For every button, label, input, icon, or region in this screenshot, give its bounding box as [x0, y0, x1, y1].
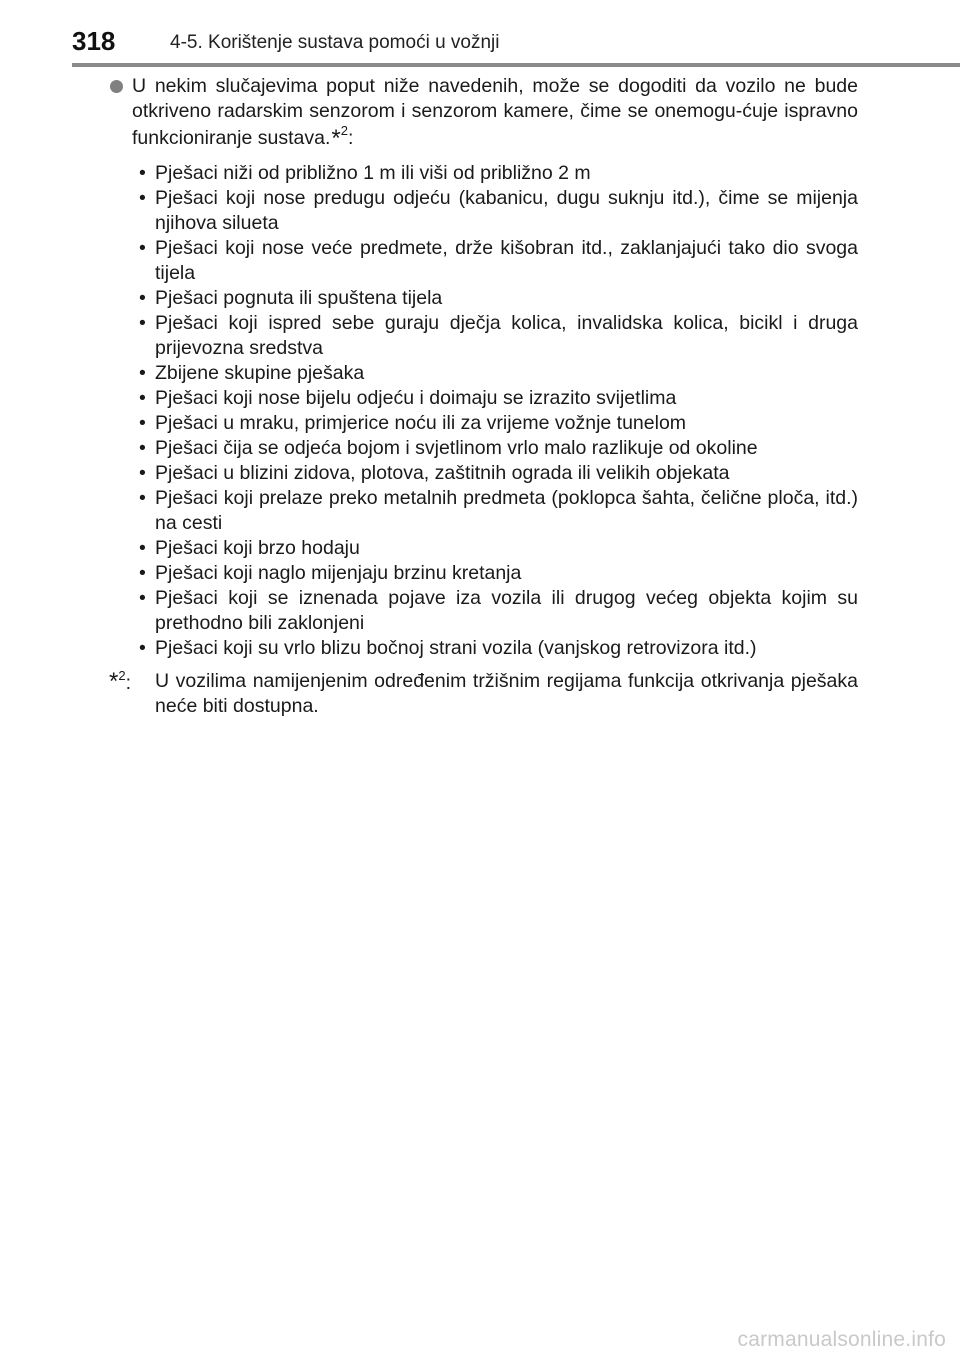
list-item — [108, 636, 858, 661]
bullet-dot-icon: • — [139, 637, 146, 659]
main-content — [108, 74, 858, 719]
list-item — [108, 161, 858, 186]
list-item — [108, 486, 858, 536]
list-item-text: Pješaci pognuta ili spuštena tijela — [155, 287, 443, 309]
page-number: 318 — [72, 26, 116, 56]
bullet-dot-icon: • — [139, 162, 146, 184]
list-item — [108, 561, 858, 586]
list-item — [108, 311, 858, 361]
bullet-dot-icon: • — [139, 562, 146, 584]
footnote-text: U vozilima namijenjenim određenim tržišnim regijama funkcija otkrivanja pješaka neće biti dostupna. — [155, 670, 858, 717]
list-item — [108, 386, 858, 411]
list-item — [108, 536, 858, 561]
footnote-separator: : — [125, 672, 131, 694]
list-item — [108, 361, 858, 386]
list-item-text: Pješaci niži od približno 1 m ili viši od približno 2 m — [155, 162, 591, 184]
intro-paragraph — [108, 74, 858, 151]
bullet-dot-icon: • — [139, 287, 146, 309]
footnote-marker-ref: 2 — [118, 668, 126, 683]
list-item-text: Pješaci čija se odjeća bojom i svjetlinom vrlo malo razlikuje od okoline — [155, 437, 758, 459]
bullet-dot-icon: • — [139, 487, 146, 509]
list-item-text: Pješaci koji prelaze preko metalnih predmeta (poklopca šahta, čelične ploča, itd.) na cesti — [155, 487, 858, 534]
footnote-marker-star: * — [109, 668, 119, 695]
bullet-dot-icon: • — [139, 587, 146, 609]
list-item-text: Pješaci koji brzo hodaju — [155, 537, 360, 559]
intro-suffix: : — [347, 127, 354, 149]
bullet-dot-icon: • — [139, 412, 146, 434]
condition-list — [108, 161, 858, 661]
list-item — [108, 436, 858, 461]
list-item-text: Pješaci koji naglo mijenjaju brzinu kretanja — [155, 562, 522, 584]
bullet-dot-icon: • — [139, 387, 146, 409]
list-item — [108, 461, 858, 486]
bullet-dot-icon: • — [139, 237, 146, 259]
watermark: carmanualsonline.info — [737, 1328, 946, 1351]
round-bullet-icon — [110, 80, 123, 93]
list-item-text: Pješaci koji nose veće predmete, drže kišobran itd., zaklanjajući tako dio svoga tijela — [155, 237, 858, 284]
list-item-text: Pješaci koji nose predugu odjeću (kabanicu, dugu suknju itd.), čime se mijenja njihova silueta — [155, 187, 858, 234]
footnote-ref: 2 — [340, 123, 348, 138]
list-item-text: Pješaci koji ispred sebe guraju dječja kolica, invalidska kolica, bicikl i druga prijevozna sredstva — [155, 312, 858, 359]
footnote-marker — [108, 669, 131, 696]
list-item — [108, 236, 858, 286]
list-item — [108, 286, 858, 311]
bullet-dot-icon: • — [139, 312, 146, 334]
bullet-dot-icon: • — [139, 437, 146, 459]
list-item-text: Pješaci koji se iznenada pojave iza vozila ili drugog većeg objekta kojim su prethodno bili zaklonjeni — [155, 587, 858, 634]
list-item — [108, 411, 858, 436]
page-header — [0, 0, 960, 68]
footnote-star: * — [331, 125, 341, 152]
bullet-dot-icon: • — [139, 462, 146, 484]
list-item-text: Zbijene skupine pješaka — [155, 362, 365, 384]
header-rule — [72, 63, 960, 67]
list-item — [108, 186, 858, 236]
bullet-dot-icon: • — [139, 362, 146, 384]
bullet-dot-icon: • — [139, 537, 146, 559]
list-item-text: Pješaci koji nose bijelu odjeću i doimaju se izrazito svijetlima — [155, 387, 677, 409]
list-item — [108, 586, 858, 636]
list-item-text: Pješaci u blizini zidova, plotova, zaštitnih ograda ili velikih objekata — [155, 462, 730, 484]
list-item-text: Pješaci u mraku, primjerice noću ili za vrijeme vožnje tunelom — [155, 412, 687, 434]
footnote — [108, 669, 858, 719]
bullet-dot-icon: • — [139, 187, 146, 209]
list-item-text: Pješaci koji su vrlo blizu bočnoj strani vozila (vanjskog retrovizora itd.) — [155, 637, 757, 659]
intro-text: U nekim slučajevima poput niže navedenih, može se dogoditi da vozilo ne bude otkriveno radarskim senzorom i senzorom kamere, čime se onemogu-ćuje ispravno funkcioniranje sustava. — [132, 75, 858, 149]
section-title: 4-5. Korištenje sustava pomoći u vožnji — [170, 32, 500, 53]
